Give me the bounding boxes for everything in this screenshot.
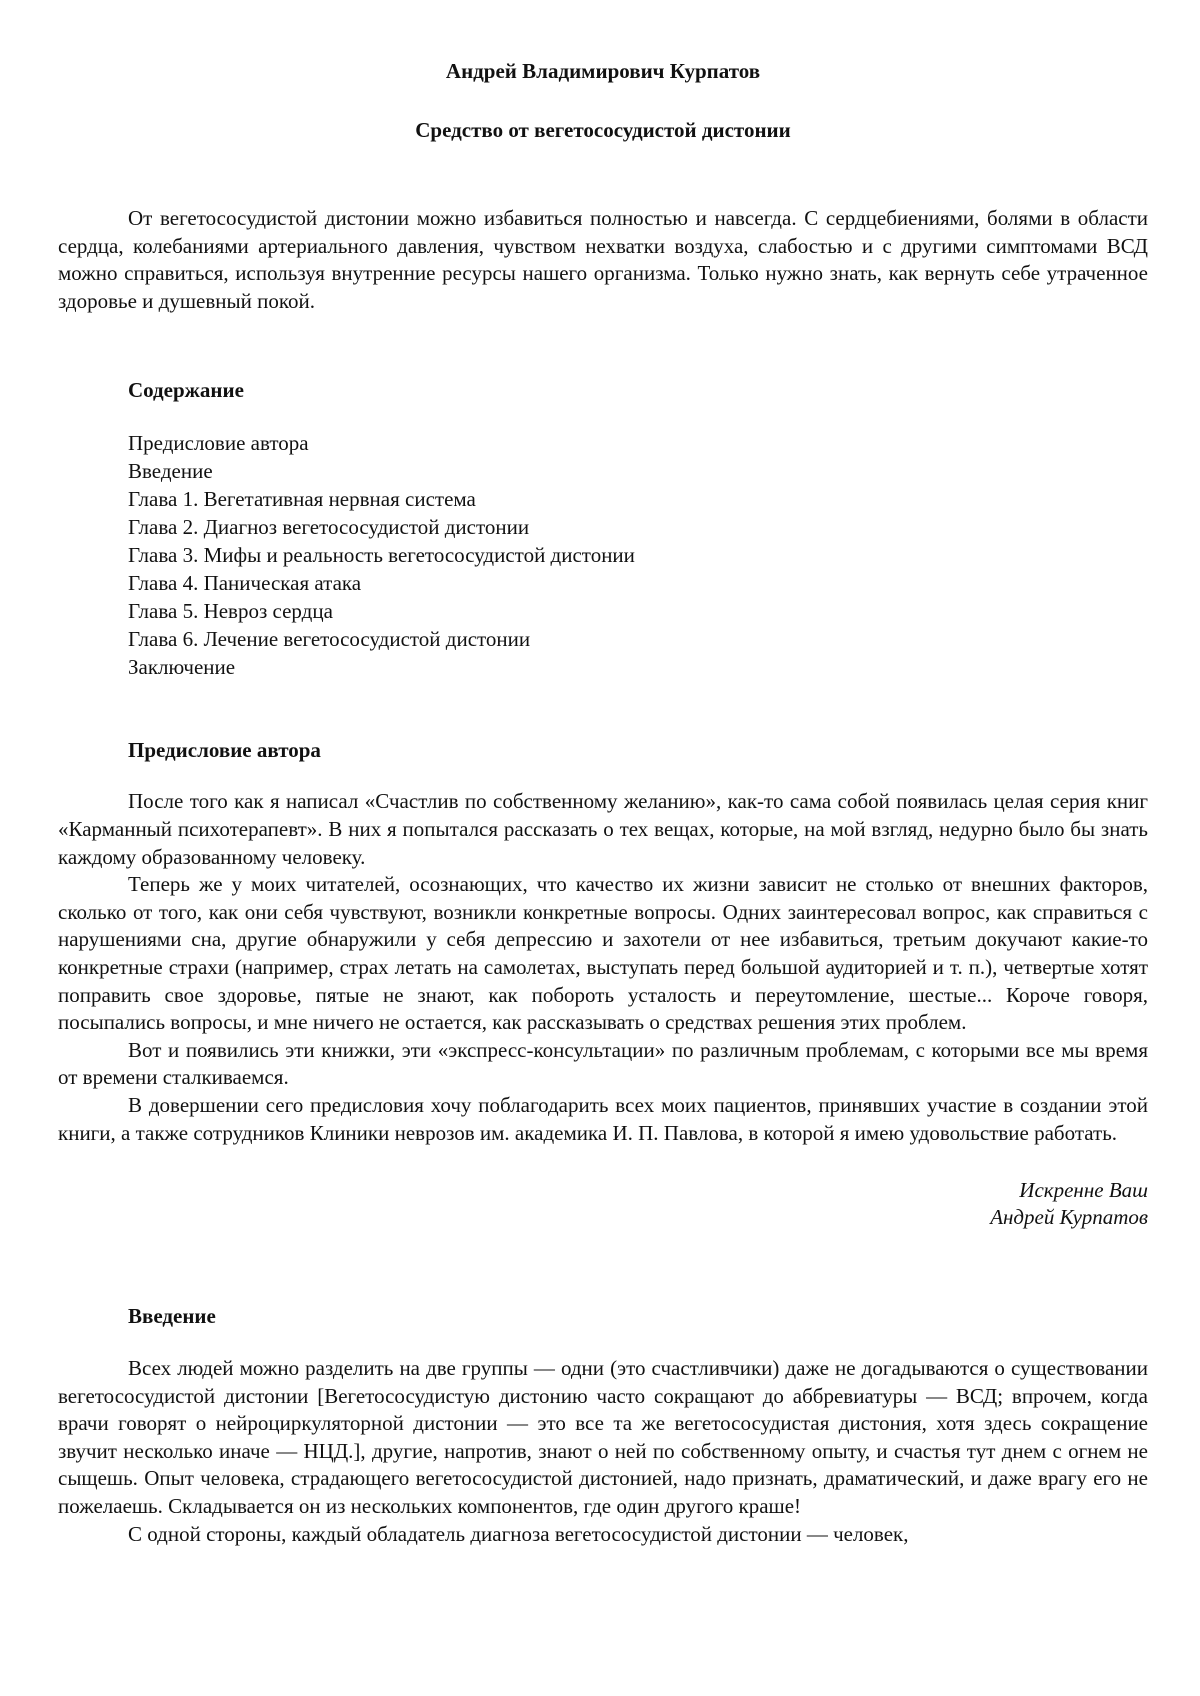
preface-paragraph: Вот и появились эти книжки, эти «экспресс-консультации» по различным проблемам, с которыми все мы время от времени сталкиваемся. [58, 1037, 1148, 1090]
document-page [58, 58, 1148, 1548]
toc-item: Предисловие автора [128, 431, 309, 456]
toc-item: Заключение [128, 655, 236, 680]
toc-item: Введение [128, 459, 213, 484]
preface-body [58, 788, 1148, 1147]
introduction-paragraph: Всех людей можно разделить на две группы — одни (это счастливчики) даже не догадываются о существовании вегетососудистой дистонии [Вегетососудистую дистонию часто сокращают до аббревиатуры — ВСД; впрочем, когда врачи говорят о нейроциркуляторной дистонии — это все та же вегетососудистая дистония, хотя здесь сокращение звучит несколько иначе — НЦД.], другие, напротив, знают о ней по собственному опыту, и счастья тут днем с огнем не сыщешь. Опыт человека, страдающего вегетососудистой дистонией, надо признать, драматический, и даже врагу его не пожелаешь. Складывается он из нескольких компонентов, где один другого краше! [58, 1356, 1148, 1519]
toc-item: Глава 3. Мифы и реальность вегетососудистой дистонии [128, 543, 635, 568]
introduction-body [58, 1355, 1148, 1548]
preface-paragraph: В довершении сего предисловия хочу поблагодарить всех моих пациентов, принявших участие в создании этой книги, а также сотрудников Клиники неврозов им. академика И. П. Павлова, в которой я имею удовольствие работать. [58, 1092, 1148, 1145]
toc-item: Глава 1. Вегетативная нервная система [128, 487, 476, 512]
author-signature [58, 1177, 1148, 1231]
preface-heading: Предисловие автора [128, 738, 321, 763]
introduction-paragraph: С одной стороны, каждый обладатель диагноза вегетососудистой дистонии — человек, [128, 1521, 909, 1546]
toc-list [128, 429, 1148, 681]
book-title: Средство от вегетососудистой дистонии [415, 118, 791, 142]
abstract-paragraph: От вегетососудистой дистонии можно избавиться полностью и навсегда. С сердцебиениями, болями в области сердца, колебаниями артериального давления, чувством нехватки воздуха, слабостью и с другими симптомами ВСД можно справиться, используя внутренние ресурсы нашего организма. Только нужно знать, как вернуть себе утраченное здоровье и душевный покой. [58, 206, 1148, 313]
preface-paragraph: После того как я написал «Счастлив по собственному желанию», как-то сама собой появилась целая серия книг «Карманный психотерапевт». В них я попытался рассказать о тех вещах, которые, на мой взгляд, недурно было бы знать каждому образованному человеку. [58, 789, 1148, 869]
toc-item: Глава 4. Паническая атака [128, 571, 362, 596]
introduction-heading: Введение [128, 1304, 216, 1329]
signature-closing: Искренне Ваш [1019, 1178, 1148, 1203]
signature-name: Андрей Курпатов [990, 1205, 1148, 1230]
toc-item: Глава 6. Лечение вегетососудистой дистонии [128, 627, 531, 652]
toc-item: Глава 2. Диагноз вегетососудистой дистонии [128, 515, 530, 540]
preface-paragraph: Теперь же у моих читателей, осознающих, что качество их жизни зависит не столько от внешних факторов, сколько от того, как они себя чувствуют, возникли конкретные вопросы. Одних заинтересовал вопрос, как справиться с нарушениями сна, другие обнаружили у себя депрессию и захотели от нее избавиться, третьим докучают какие-то конкретные страхи (например, страх летать на самолетах, выступать перед большой аудиторией и т. п.), четвертые хотят поправить свое здоровье, пятые не знают, как побороть усталость и переутомление, шестые... Короче говоря, посыпались вопросы, и мне ничего не остается, как рассказывать о средствах решения этих проблем. [58, 872, 1148, 1035]
toc-item: Глава 5. Невроз сердца [128, 599, 333, 624]
toc-heading: Содержание [128, 378, 244, 403]
author-name: Андрей Владимирович Курпатов [445, 59, 761, 83]
